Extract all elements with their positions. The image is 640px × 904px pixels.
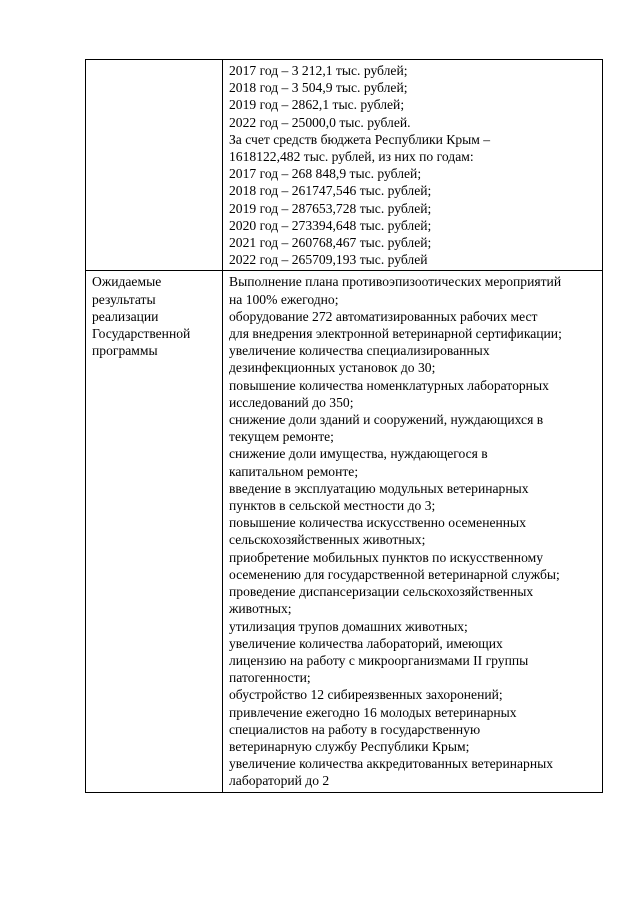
funding-line: 2018 год – 261747,546 тыс. рублей; <box>229 183 432 199</box>
results-value-cell <box>223 271 603 792</box>
results-line: сельскохозяйственных животных; <box>229 532 426 548</box>
results-line: приобретение мобильных пунктов по искусственному <box>229 549 544 565</box>
results-line: проведение диспансеризации сельскохозяйственных <box>229 584 534 600</box>
results-line: оборудование 272 автоматизированных рабочих мест <box>229 308 538 324</box>
results-line: животных; <box>229 601 292 617</box>
results-line: дезинфекционных установок до 30; <box>229 360 436 376</box>
results-label-line: Государственной <box>92 326 191 342</box>
funding-line: 2018 год – 3 504,9 тыс. рублей; <box>229 80 408 96</box>
funding-row <box>86 60 603 271</box>
results-line: повышение количества номенклатурных лабораторных <box>229 377 549 393</box>
funding-line: 2020 год – 273394,648 тыс. рублей; <box>229 217 432 233</box>
results-line: исследований до 350; <box>229 394 354 410</box>
funding-line: 1618122,482 тыс. рублей, из них по годам: <box>229 149 474 165</box>
funding-line: 2019 год – 2862,1 тыс. рублей; <box>229 97 405 113</box>
funding-value-cell <box>223 60 603 271</box>
funding-line: 2017 год – 3 212,1 тыс. рублей; <box>229 63 408 78</box>
results-label-cell <box>86 271 223 792</box>
funding-line: За счет средств бюджета Республики Крым – <box>229 131 491 147</box>
funding-line: 2017 год – 268 848,9 тыс. рублей; <box>229 166 422 182</box>
results-line: снижение доли имущества, нуждающегося в <box>229 446 488 462</box>
program-passport-table <box>85 59 603 793</box>
results-line: патогенности; <box>229 670 311 686</box>
results-line: осеменению для государственной ветеринарной службы; <box>229 566 560 582</box>
results-line: привлечение ежегодно 16 молодых ветеринарных <box>229 704 517 720</box>
results-line: пунктов в сельской местности до 3; <box>229 498 436 514</box>
results-row <box>86 271 603 792</box>
results-line: текущем ремонте; <box>229 429 334 445</box>
funding-line: 2019 год – 287653,728 тыс. рублей; <box>229 200 432 216</box>
results-line: Выполнение плана противоэпизоотических мероприятий <box>229 274 562 290</box>
results-label-line: реализации <box>92 308 159 324</box>
results-line: лицензию на работу с микроорганизмами II группы <box>229 652 529 668</box>
results-line: капитальном ремонте; <box>229 463 359 479</box>
results-line: на 100% ежегодно; <box>229 291 339 307</box>
funding-line: 2021 год – 260768,467 тыс. рублей; <box>229 235 432 251</box>
results-line: лабораторий до 2 <box>229 773 330 789</box>
funding-line: 2022 год – 25000,0 тыс. рублей. <box>229 114 411 130</box>
results-line: для внедрения электронной ветеринарной сертификации; <box>229 326 562 342</box>
results-label-line: Ожидаемые <box>92 274 162 290</box>
funding-label-cell <box>86 60 223 271</box>
results-line: специалистов на работу в государственную <box>229 721 481 737</box>
results-line: введение в эксплуатацию модульных ветеринарных <box>229 480 529 496</box>
funding-line: 2022 год – 265709,193 тыс. рублей <box>229 252 428 268</box>
results-line: увеличение количества лабораторий, имеющих <box>229 635 503 651</box>
results-line: обустройство 12 сибиреязвенных захоронений; <box>229 687 503 703</box>
results-line: утилизация трупов домашних животных; <box>229 618 468 634</box>
results-line: увеличение количества аккредитованных ветеринарных <box>229 756 554 772</box>
results-line: снижение доли зданий и сооружений, нуждающихся в <box>229 412 544 428</box>
results-line: ветеринарную службу Республики Крым; <box>229 738 470 754</box>
results-label-line: программы <box>92 343 158 359</box>
results-label-line: результаты <box>92 291 156 307</box>
results-line: увеличение количества специализированных <box>229 343 490 359</box>
results-line: повышение количества искусственно осемененных <box>229 515 526 531</box>
